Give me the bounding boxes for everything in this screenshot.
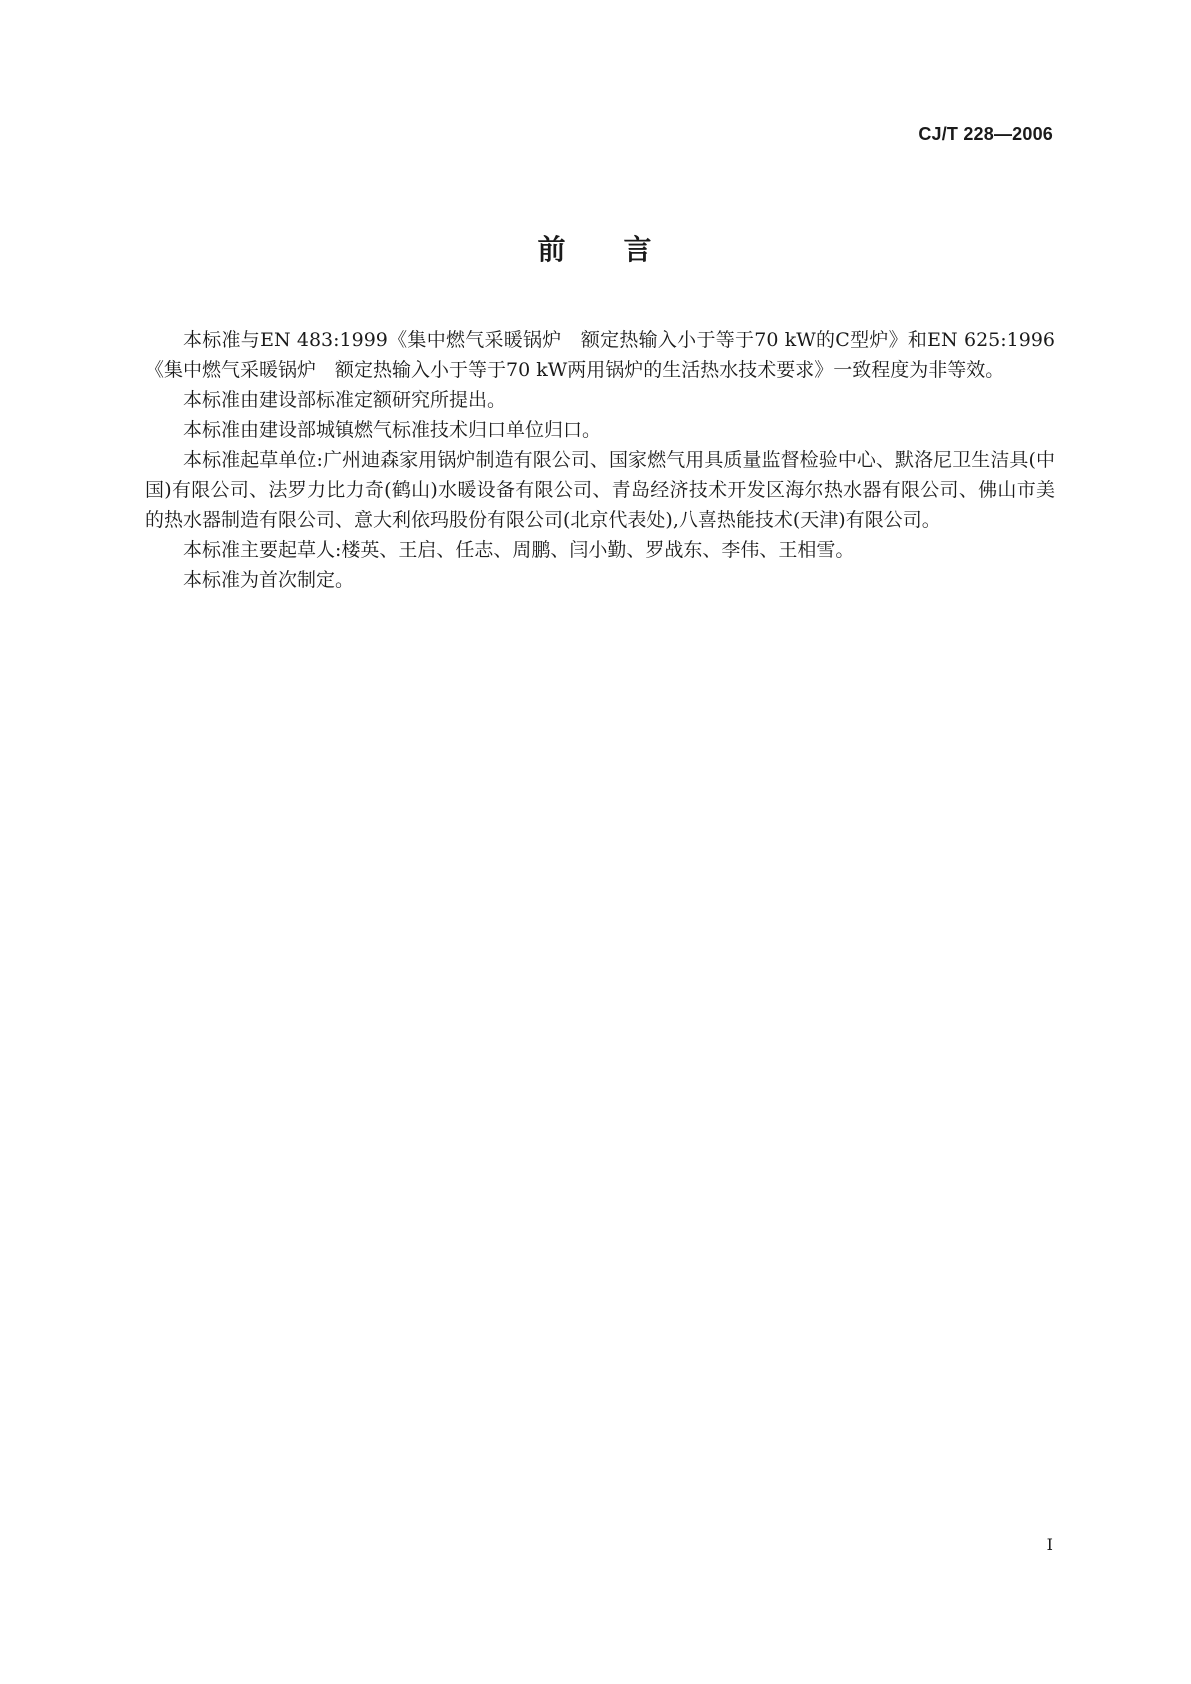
page-title — [0, 228, 1191, 268]
paragraph-drafters: 本标准主要起草人:楼英、王启、任志、周鹏、闫小勤、罗战东、李伟、王相雪。 — [183, 539, 855, 561]
paragraph-equivalence: 本标准与EN 483:1999《集中燃气采暖锅炉 额定热输入小于等于70 kW的C型炉》和EN 625:1996《集中燃气采暖锅炉 额定热输入小于等于70 kW两用锅炉的生活热水技术要求》一致程度为非等效。 — [145, 329, 1055, 381]
standard-code: CJ/T 228—2006 — [918, 124, 1053, 144]
paragraph-drafting-units: 本标准起草单位:广州迪森家用锅炉制造有限公司、国家燃气用具质量监督检验中心、默洛尼卫生洁具(中国)有限公司、法罗力比力奇(鹤山)水暖设备有限公司、青岛经济技术开发区海尔热水器有限公司、佛山市美的热水器制造有限公司、意大利依玛股份有限公司(北京代表处),八喜热能技术(天津)有限公司。 — [145, 449, 1055, 531]
title-char-1: 前 — [537, 233, 568, 266]
page-number: I — [1046, 1535, 1053, 1554]
paragraph-administrator: 本标准由建设部城镇燃气标准技术归口单位归口。 — [183, 419, 602, 441]
paragraph-proposer: 本标准由建设部标准定额研究所提出。 — [183, 389, 507, 411]
title-char-2: 言 — [623, 233, 654, 266]
preface-body — [145, 325, 1055, 595]
paragraph-first-edition: 本标准为首次制定。 — [183, 569, 355, 591]
